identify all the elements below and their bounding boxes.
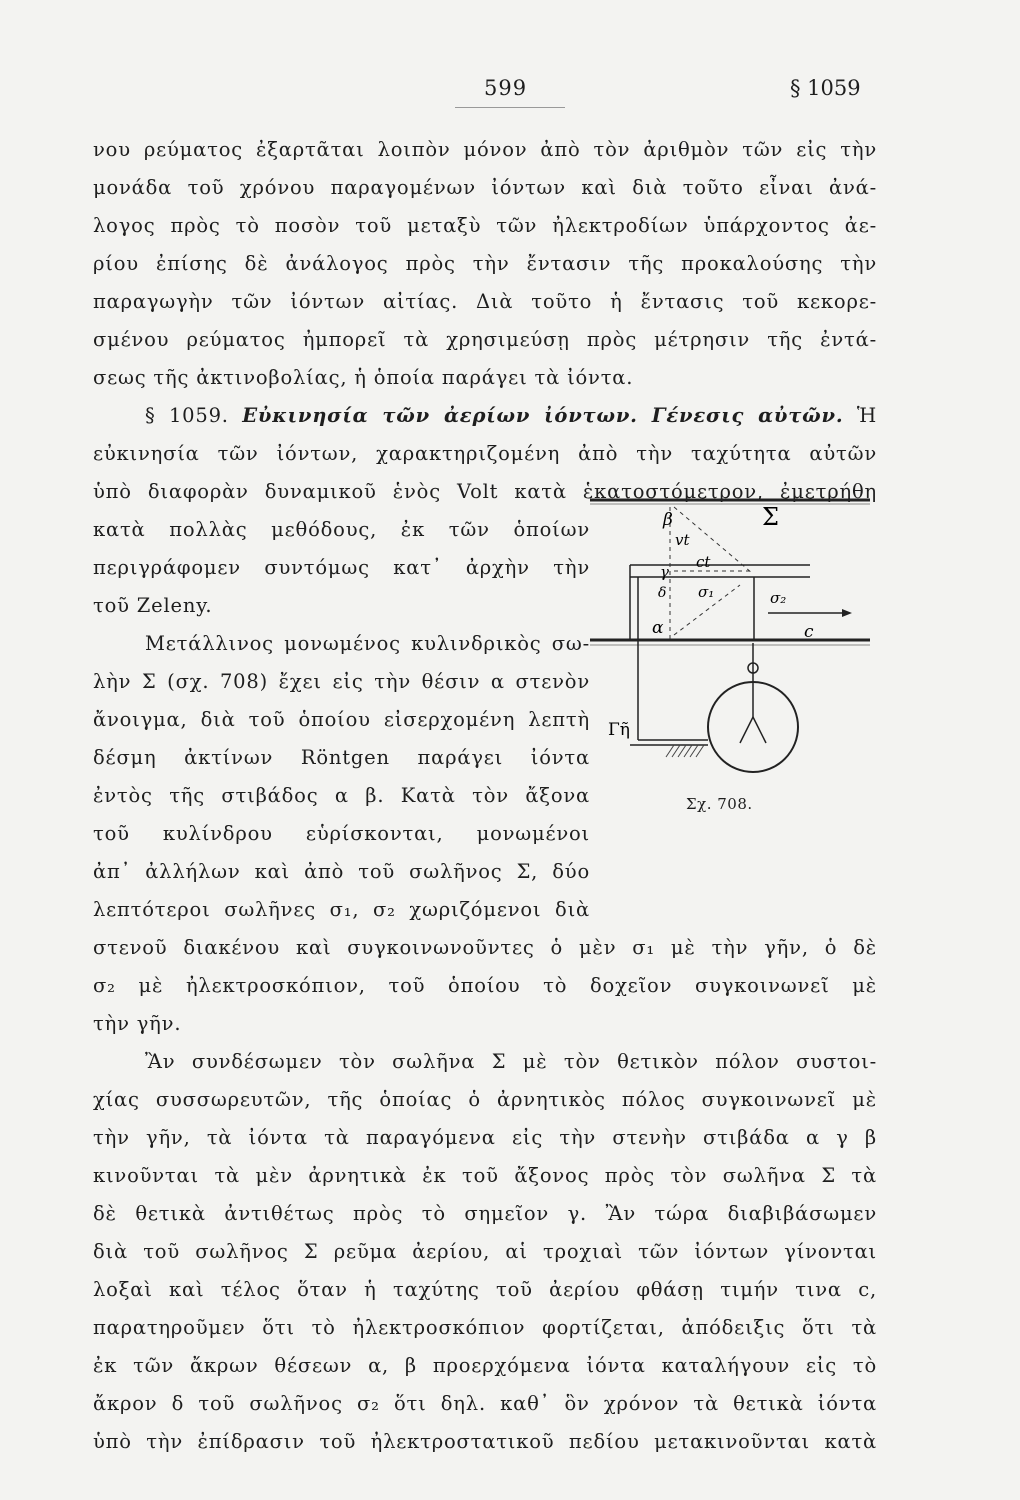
label-delta: δ: [658, 585, 667, 601]
text-line: δὲ θετικὰ ἀντιθέτως πρὸς τὸ σημεῖον γ. Ἂν τώρα διαβιβάσωμεν: [93, 1202, 877, 1225]
text-line: σμένου ρεύματος ἠμπορεῖ τὰ χρησιμεύσῃ πρὸς μέτρησιν τῆς ἐντά-: [93, 328, 877, 351]
header-rule: [455, 107, 565, 108]
section-number: § 1059.: [145, 404, 229, 427]
text-line: παρατηροῦμεν ὅτι τὸ ἠλεκτροσκόπιον φορτίζεται, ἀπόδειξις ὅτι τὰ: [93, 1316, 877, 1339]
ground-hatching: [666, 745, 704, 757]
figure-708: [590, 495, 875, 825]
figure-caption: Σχ. 708.: [686, 795, 753, 813]
text-line: ὑπὸ διαφορὰν δυναμικοῦ ἑνὸς Volt κατὰ ἑκατοστόμετρον, ἐμετρήθη: [93, 480, 877, 503]
text-line: νου ρεύματος ἐξαρτᾶται λοιπὸν μόνον ἀπὸ τὸν ἀριθμὸν τῶν εἰς τὴν: [93, 138, 877, 161]
page-number: 599: [484, 76, 528, 100]
text-line: σ₂ μὲ ἠλεκτροσκόπιον, τοῦ ὁποίου τὸ δοχεῖον συγκοινωνεῖ μὲ: [93, 974, 877, 997]
text-line: ἄκρον δ τοῦ σωλῆνος σ₂ ὅτι δηλ. καθ᾽ ὃν χρόνον τὰ θετικὰ ἰόντα: [93, 1392, 877, 1415]
text-line: τὴν γῆν, τὰ ἰόντα τὰ παραγόμενα εἰς τὴν στενὴν στιβάδα α γ β: [93, 1126, 877, 1149]
text-line: περιγράφομεν συντόμως κατ᾽ ἀρχὴν τὴν: [93, 556, 590, 579]
text-line: ρίου ἐπίσης δὲ ἀνάλογος πρὸς τὴν ἔντασιν τῆς προκαλούσης τὴν: [93, 252, 877, 275]
text-line: στενοῦ διακένου καὶ συγκοινωνοῦντες ὁ μὲν σ₁ μὲ τὴν γῆν, ὁ δὲ: [93, 936, 877, 959]
label-sigma1: σ₁: [698, 583, 715, 601]
flow-arrow-head: [842, 609, 852, 617]
label-beta: β: [663, 510, 673, 530]
label-sigma: Σ: [762, 503, 779, 531]
text-line: ἄνοιγμα, διὰ τοῦ ὁποίου εἰσερχομένη λεπτὴ: [93, 708, 590, 731]
zeleny-apparatus-diagram: [590, 495, 875, 825]
text-line: μονάδα τοῦ χρόνου παραγομένων ἰόντων καὶ διὰ τοῦτο εἶναι ἀνά-: [93, 176, 877, 199]
text-line: τοῦ Zeleny.: [93, 594, 213, 617]
text-line: εὐκινησία τῶν ἰόντων, χαρακτηριζομένη ἀπὸ τὴν ταχύτητα αὐτῶν: [93, 442, 877, 465]
text-line: Μετάλλινος μονωμένος κυλινδρικὸς σω-: [145, 632, 590, 655]
text-line: παραγωγὴν τῶν ἰόντων αἰτίας. Διὰ τοῦτο ἡ ἔντασις τοῦ κεκορε-: [93, 290, 877, 313]
text-line: λὴν Σ (σχ. 708) ἔχει εἰς τὴν θέσιν α στενὸν: [93, 670, 590, 693]
label-ct: ct: [696, 553, 711, 571]
text-line: λεπτότεροι σωλῆνες σ₁, σ₂ χωριζόμενοι διὰ: [93, 898, 590, 921]
section-reference: § 1059: [790, 76, 861, 100]
label-ground: Γῆ: [608, 720, 630, 740]
text-line: τοῦ κυλίνδρου εὑρίσκονται, μονωμένοι: [93, 822, 590, 845]
label-vt: vt: [675, 531, 690, 549]
text-line: κινοῦνται τὰ μὲν ἀρνητικὰ ἐκ τοῦ ἄξονος πρὸς τὸν σωλῆνα Σ τὰ: [93, 1164, 877, 1187]
label-c: c: [804, 622, 814, 642]
page-header: [0, 76, 1020, 116]
label-sigma2: σ₂: [770, 589, 787, 607]
text-line: χίας συσσωρευτῶν, τῆς ὁποίας ὁ ἀρνητικὸς πόλος συγκοινωνεῖ μὲ: [93, 1088, 877, 1111]
section-heading-continuation: Ἡ: [856, 404, 878, 427]
electroscope-leaf-left: [740, 717, 753, 743]
text-line: σεως τῆς ἀκτινοβολίας, ἡ ὁποία παράγει τὰ ἰόντα.: [93, 366, 634, 389]
text-line: ὑπὸ τὴν ἐπίδρασιν τοῦ ἠλεκτροστατικοῦ πεδίου μετακινοῦνται κατὰ: [93, 1430, 877, 1453]
label-alpha: α: [652, 618, 664, 638]
text-line: ἐντὸς τῆς στιβάδος α β. Κατὰ τὸν ἄξονα: [93, 784, 590, 807]
section-heading: [145, 404, 877, 438]
text-line: λοξαὶ καὶ τέλος ὅταν ἡ ταχύτης τοῦ ἀερίου φθάσῃ τιμήν τινα c,: [93, 1278, 877, 1301]
text-line: κατὰ πολλὰς μεθόδους, ἐκ τῶν ὁποίων: [93, 518, 590, 541]
text-line: ἀπ᾽ ἀλλήλων καὶ ἀπὸ τοῦ σωλῆνος Σ, δύο: [93, 860, 590, 883]
text-line: λογος πρὸς τὸ ποσὸν τοῦ μεταξὺ τῶν ἠλεκτροδίων ὑπάρχοντος ἀε-: [93, 214, 877, 237]
text-line: Ἂν συνδέσωμεν τὸν σωλῆνα Σ μὲ τὸν θετικὸν πόλον συστοι-: [145, 1050, 877, 1073]
text-line: διὰ τοῦ σωλῆνος Σ ρεῦμα ἀερίου, αἱ τροχιαὶ τῶν ἰόντων γίνονται: [93, 1240, 877, 1263]
label-gamma: γ: [660, 563, 669, 581]
section-title: Εὐκινησία τῶν ἀερίων ἰόντων. Γένεσις αὐτῶν.: [242, 404, 844, 427]
text-line: τὴν γῆν.: [93, 1012, 182, 1035]
electroscope-leaf-right: [753, 717, 766, 743]
text-line: δέσμη ἀκτίνων Röntgen παράγει ἰόντα: [93, 746, 590, 769]
text-line: ἐκ τῶν ἄκρων θέσεων α, β προερχόμενα ἰόντα καταλήγουν εἰς τὸ: [93, 1354, 877, 1377]
